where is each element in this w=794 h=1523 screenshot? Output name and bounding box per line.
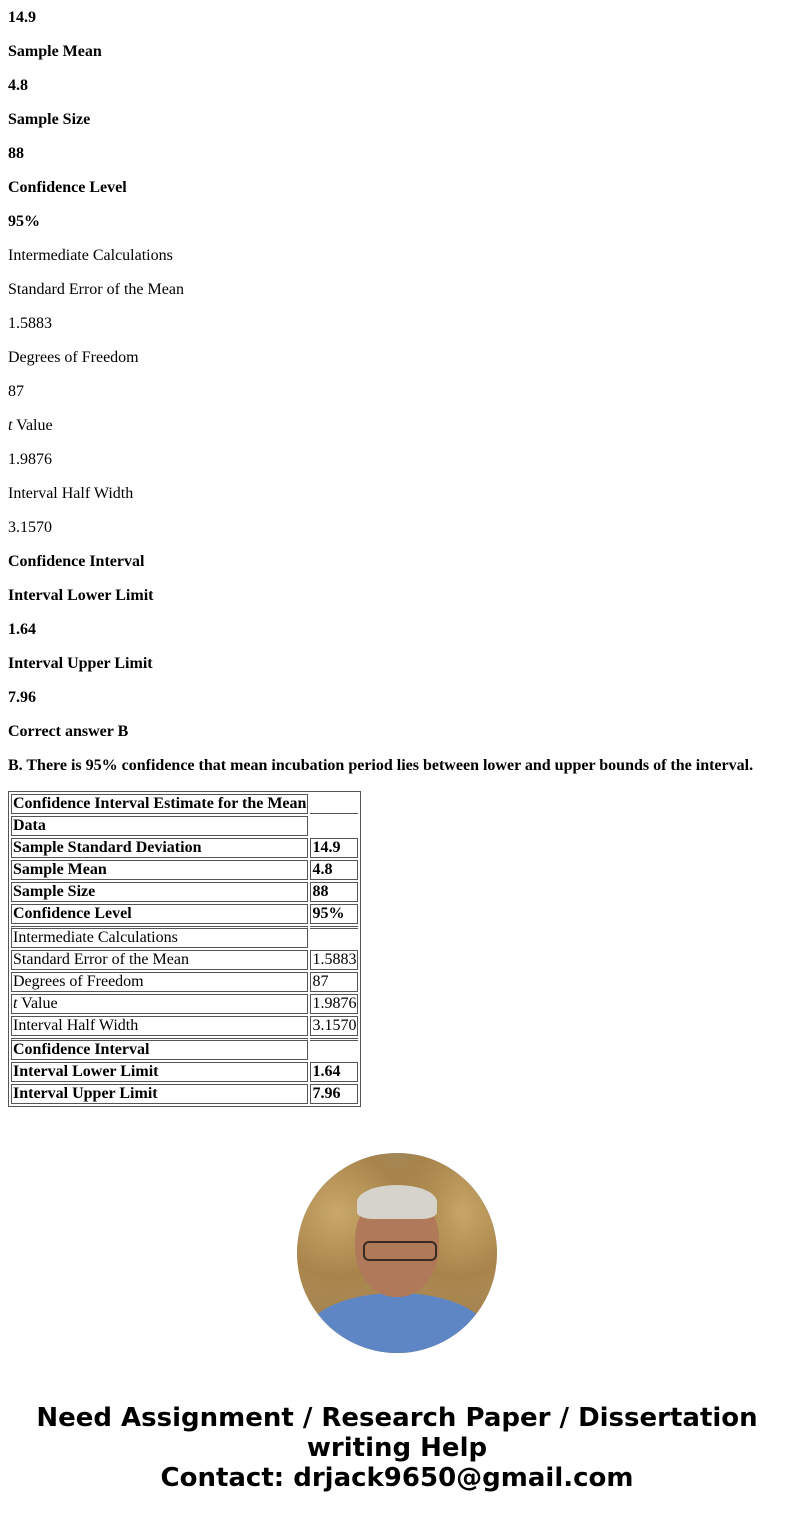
line-sd-value: 14.9 xyxy=(8,9,36,26)
avatar-glasses xyxy=(363,1241,437,1261)
author-avatar xyxy=(297,1153,497,1353)
table-row xyxy=(11,904,358,924)
line-t-value: 1.9876 xyxy=(8,451,52,468)
table-row xyxy=(11,882,358,902)
line-lower-label: Interval Lower Limit xyxy=(8,587,154,604)
table-cell-empty xyxy=(310,816,358,836)
table-mean-label: Sample Mean xyxy=(11,860,308,880)
line-upper-label: Interval Upper Limit xyxy=(8,655,153,672)
promo-line-1: Need Assignment / Research Paper / Dissertation xyxy=(36,1403,758,1433)
line-t-label xyxy=(8,417,53,435)
line-df-value: 87 xyxy=(8,383,24,400)
promo-banner xyxy=(0,1403,794,1493)
table-lower-value: 1.64 xyxy=(310,1062,358,1082)
table-row xyxy=(11,1038,358,1060)
table-mean-value: 4.8 xyxy=(310,860,358,880)
table-size-label: Sample Size xyxy=(11,882,308,902)
line-se-label: Standard Error of the Mean xyxy=(8,281,184,298)
table-df-label: Degrees of Freedom xyxy=(11,972,308,992)
table-t-label xyxy=(11,994,308,1014)
table-sd-label: Sample Standard Deviation xyxy=(11,838,308,858)
line-hw-label: Interval Half Width xyxy=(8,485,134,502)
table-row xyxy=(11,1016,358,1036)
table-t-value: 1.9876 xyxy=(312,995,357,1012)
table-se-value: 1.5883 xyxy=(312,951,357,968)
line-cl-value: 95% xyxy=(8,213,40,230)
line-upper-value: 7.96 xyxy=(8,689,36,706)
avatar-hair xyxy=(357,1185,437,1219)
line-df-label: Degrees of Freedom xyxy=(8,349,139,366)
t-symbol: t xyxy=(13,995,18,1012)
table-row xyxy=(11,860,358,880)
t-label-rest: Value xyxy=(17,995,58,1012)
line-size-label: Sample Size xyxy=(8,111,91,128)
t-label-rest: Value xyxy=(12,417,53,434)
line-intermediate-header: Intermediate Calculations xyxy=(8,247,173,264)
table-upper-value: 7.96 xyxy=(310,1084,358,1104)
table-hw-value: 3.1570 xyxy=(312,1017,357,1034)
table-row xyxy=(11,972,358,992)
line-mean-label: Sample Mean xyxy=(8,43,102,60)
table-row xyxy=(11,816,358,836)
table-cl-label: Confidence Level xyxy=(11,904,308,924)
line-cl-label: Confidence Level xyxy=(8,179,127,196)
table-row xyxy=(11,994,358,1014)
table-row xyxy=(11,838,358,858)
table-data-header: Data xyxy=(11,816,308,836)
line-lower-value: 1.64 xyxy=(8,621,36,638)
table-ci-header: Confidence Interval xyxy=(11,1038,308,1060)
table-size-value: 88 xyxy=(310,882,358,902)
table-cell-empty xyxy=(310,926,358,948)
table-title: Confidence Interval Estimate for the Mean xyxy=(13,795,307,812)
table-cell-empty xyxy=(310,794,358,814)
table-intermediate-header: Intermediate Calculations xyxy=(11,926,308,948)
line-hw-value: 3.1570 xyxy=(8,519,52,536)
table-row xyxy=(11,950,358,970)
table-upper-label: Interval Upper Limit xyxy=(11,1084,308,1104)
line-mean-value: 4.8 xyxy=(8,77,28,94)
table-sd-value: 14.9 xyxy=(310,838,358,858)
promo-contact: Contact: drjack9650@gmail.com xyxy=(160,1463,634,1493)
line-correct-answer: Correct answer B xyxy=(8,723,129,740)
line-size-value: 88 xyxy=(8,145,24,162)
table-row xyxy=(11,1084,358,1104)
line-answer-explanation: B. There is 95% confidence that mean incubation period lies between lower and upper bounds of the interval. xyxy=(8,757,754,774)
table-df-value: 87 xyxy=(310,972,358,992)
table-cell-empty xyxy=(310,1038,358,1060)
t-symbol: t xyxy=(8,417,13,434)
table-lower-label: Interval Lower Limit xyxy=(11,1062,308,1082)
table-row xyxy=(11,794,358,814)
table-row xyxy=(11,1062,358,1082)
promo-line-2: writing Help xyxy=(306,1433,488,1463)
line-ci-header: Confidence Interval xyxy=(8,553,145,570)
table-cl-value: 95% xyxy=(310,904,358,924)
table-hw-label: Interval Half Width xyxy=(11,1016,308,1036)
table-se-label: Standard Error of the Mean xyxy=(11,950,308,970)
confidence-interval-table xyxy=(8,791,361,1107)
line-se-value: 1.5883 xyxy=(8,315,52,332)
table-row xyxy=(11,926,358,948)
